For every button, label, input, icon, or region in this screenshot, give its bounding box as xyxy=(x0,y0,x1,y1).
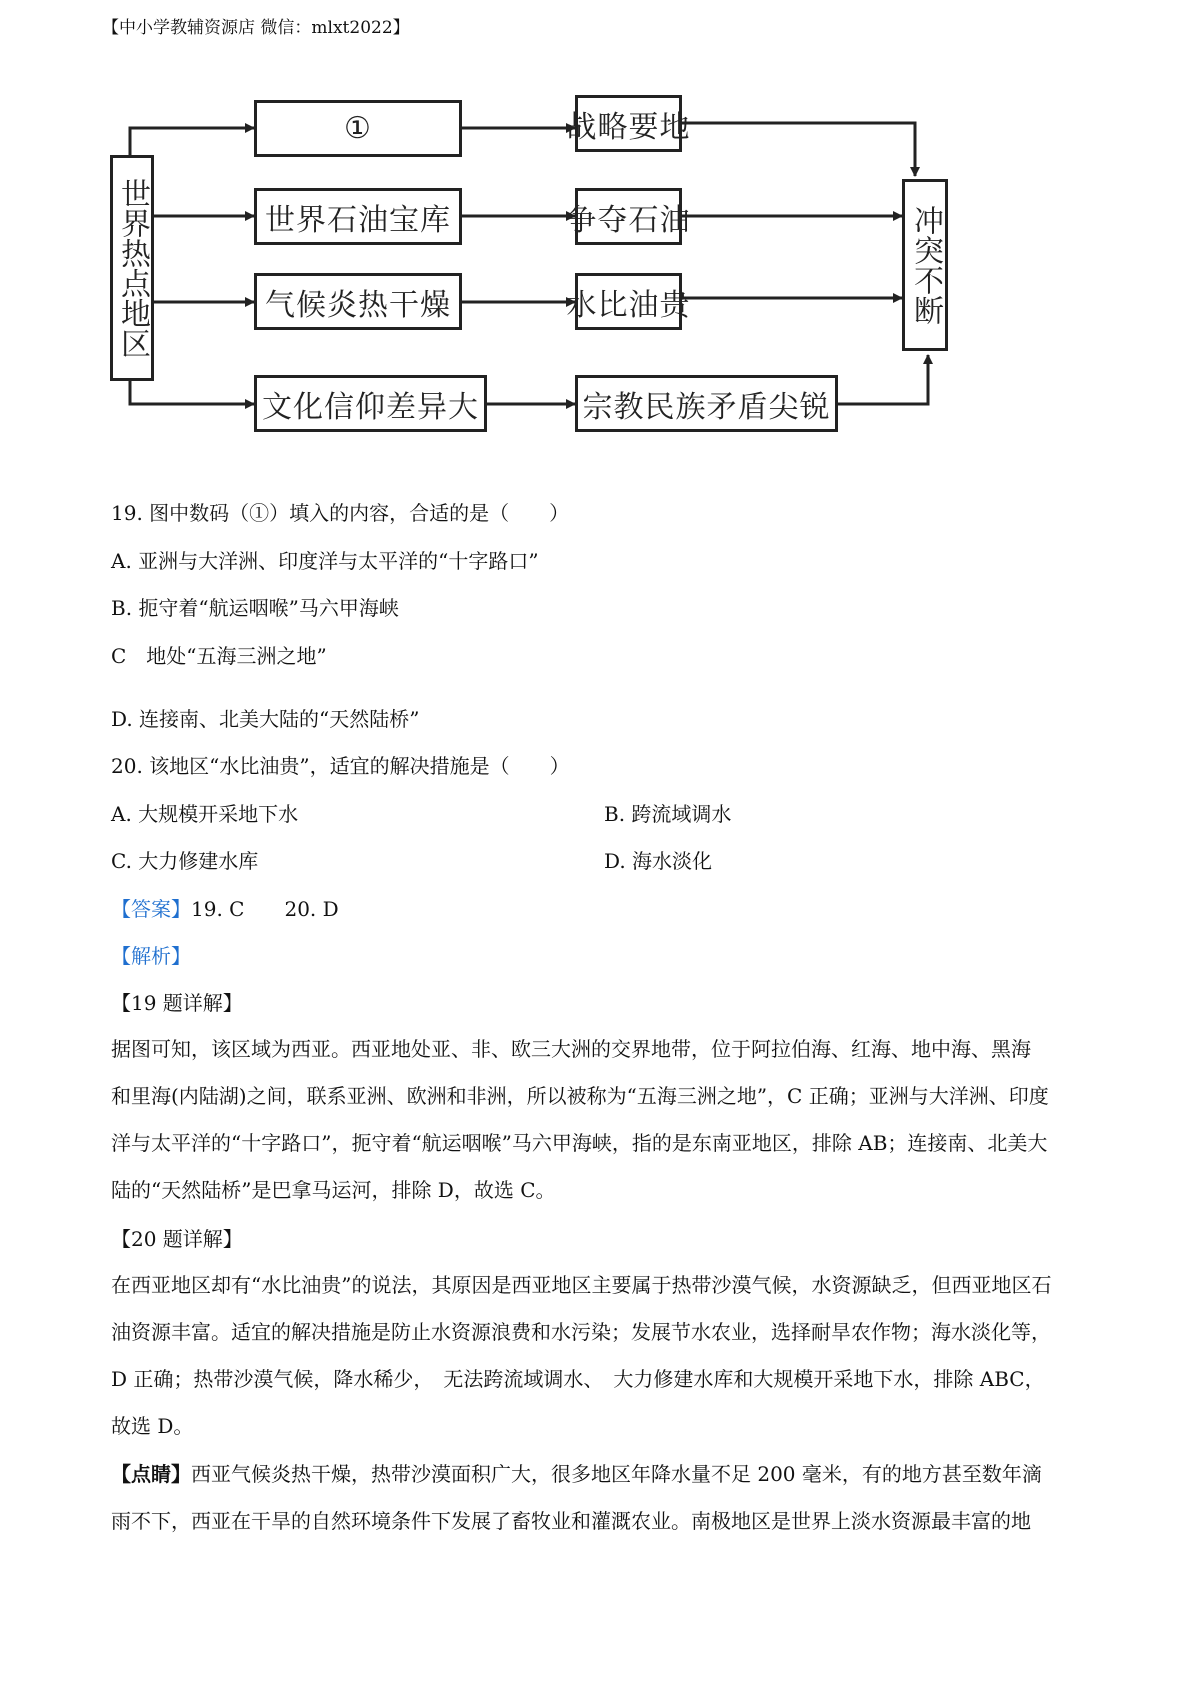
detail20-line-4: 故选 D。 xyxy=(111,1414,194,1438)
middle-box-1: ① xyxy=(254,100,462,157)
detail19-title: 【19 题详解】 xyxy=(111,991,243,1015)
tip-line-2: 雨不下，西亚在干旱的自然环境条件下发展了畜牧业和灌溉农业。南极地区是世界上淡水资源最丰富的地 xyxy=(111,1509,1031,1533)
arrow-source-to-box4 xyxy=(130,380,254,404)
answer-text: 19. C 20. D xyxy=(191,897,339,921)
arrow-source-to-box1 xyxy=(130,128,254,155)
q19-option-a: A. 亚洲与大洋洲、印度洋与太平洋的“十字路口” xyxy=(111,549,539,573)
answer-line xyxy=(111,895,339,923)
detail19-line-2: 和里海(内陆湖)之间，联系亚洲、欧洲和非洲，所以被称为“五海三洲之地”，C 正确；亚洲与大洋洲、印度 xyxy=(111,1084,1049,1108)
tip-line-1-text: 西亚气候炎热干燥，热带沙漠面积广大，很多地区年降水量不足 200 毫米，有的地方甚至数年滴 xyxy=(191,1462,1042,1486)
flow-diagram xyxy=(0,0,1200,460)
q19-option-c: C 地处“五海三洲之地” xyxy=(111,644,327,668)
analysis-label: 【解析】 xyxy=(111,944,191,968)
middle-box-4: 文化信仰差异大 xyxy=(254,375,487,432)
right-box-2: 争夺石油 xyxy=(575,188,682,245)
q20-option-d: D. 海水淡化 xyxy=(604,849,713,873)
right-box-4: 宗教民族矛盾尖锐 xyxy=(575,375,838,432)
target-box: 冲突不断 xyxy=(902,179,948,351)
q20-option-b: B. 跨流域调水 xyxy=(604,802,732,826)
resource-header: 【中小学教辅资源店 微信：mlxt2022】 xyxy=(102,18,410,38)
q19-option-d: D. 连接南、北美大陆的“天然陆桥” xyxy=(111,707,420,731)
detail20-title: 【20 题详解】 xyxy=(111,1227,243,1251)
q19-option-b: B. 扼守着“航运咽喉”马六甲海峡 xyxy=(111,596,399,620)
detail19-line-3: 洋与太平洋的“十字路口”，扼守着“航运咽喉”马六甲海峡，指的是东南亚地区，排除 AB；连接南、北美大 xyxy=(111,1131,1048,1155)
detail20-body xyxy=(111,1262,1101,1450)
answer-label: 【答案】 xyxy=(111,897,191,921)
q20-stem: 20. 该地区“水比油贵”，适宜的解决措施是（ ） xyxy=(111,754,570,778)
arrow-right4-to-target xyxy=(837,355,928,404)
middle-box-2: 世界石油宝库 xyxy=(254,188,462,245)
right-box-3: 水比油贵 xyxy=(575,273,682,330)
detail19-line-4: 陆的“天然陆桥”是巴拿马运河，排除 D，故选 C。 xyxy=(111,1178,556,1202)
tip-line-1 xyxy=(111,1451,1101,1498)
q19-stem: 19. 图中数码（①）填入的内容，合适的是（ ） xyxy=(111,501,570,525)
q20-option-a: A. 大规模开采地下水 xyxy=(111,802,299,826)
tip-label: 【点睛】 xyxy=(111,1462,191,1486)
q20-option-c: C. 大力修建水库 xyxy=(111,849,259,873)
source-box: 世界热点地区 xyxy=(110,155,154,381)
detail19-line-1: 据图可知，该区域为西亚。西亚地处亚、非、欧三大洲的交界地带，位于阿拉伯海、红海、地中海、黑海 xyxy=(111,1037,1031,1061)
right-box-1: 战略要地 xyxy=(575,95,682,152)
arrow-right1-to-target xyxy=(681,123,915,176)
detail20-line-3: D 正确；热带沙漠气候，降水稀少， 无法跨流域调水、 大力修建水库和大规模开采地下水，排除 ABC， xyxy=(111,1367,1045,1391)
detail20-line-2: 油资源丰富。适宜的解决措施是防止水资源浪费和水污染；发展节水农业，选择耐旱农作物；海水淡化等， xyxy=(111,1320,1051,1344)
middle-box-3: 气候炎热干燥 xyxy=(254,273,462,330)
tip-body xyxy=(111,1451,1101,1545)
detail20-line-1: 在西亚地区却有“水比油贵”的说法，其原因是西亚地区主要属于热带沙漠气候，水资源缺乏，但西亚地区石 xyxy=(111,1273,1052,1297)
detail19-body xyxy=(111,1026,1101,1214)
